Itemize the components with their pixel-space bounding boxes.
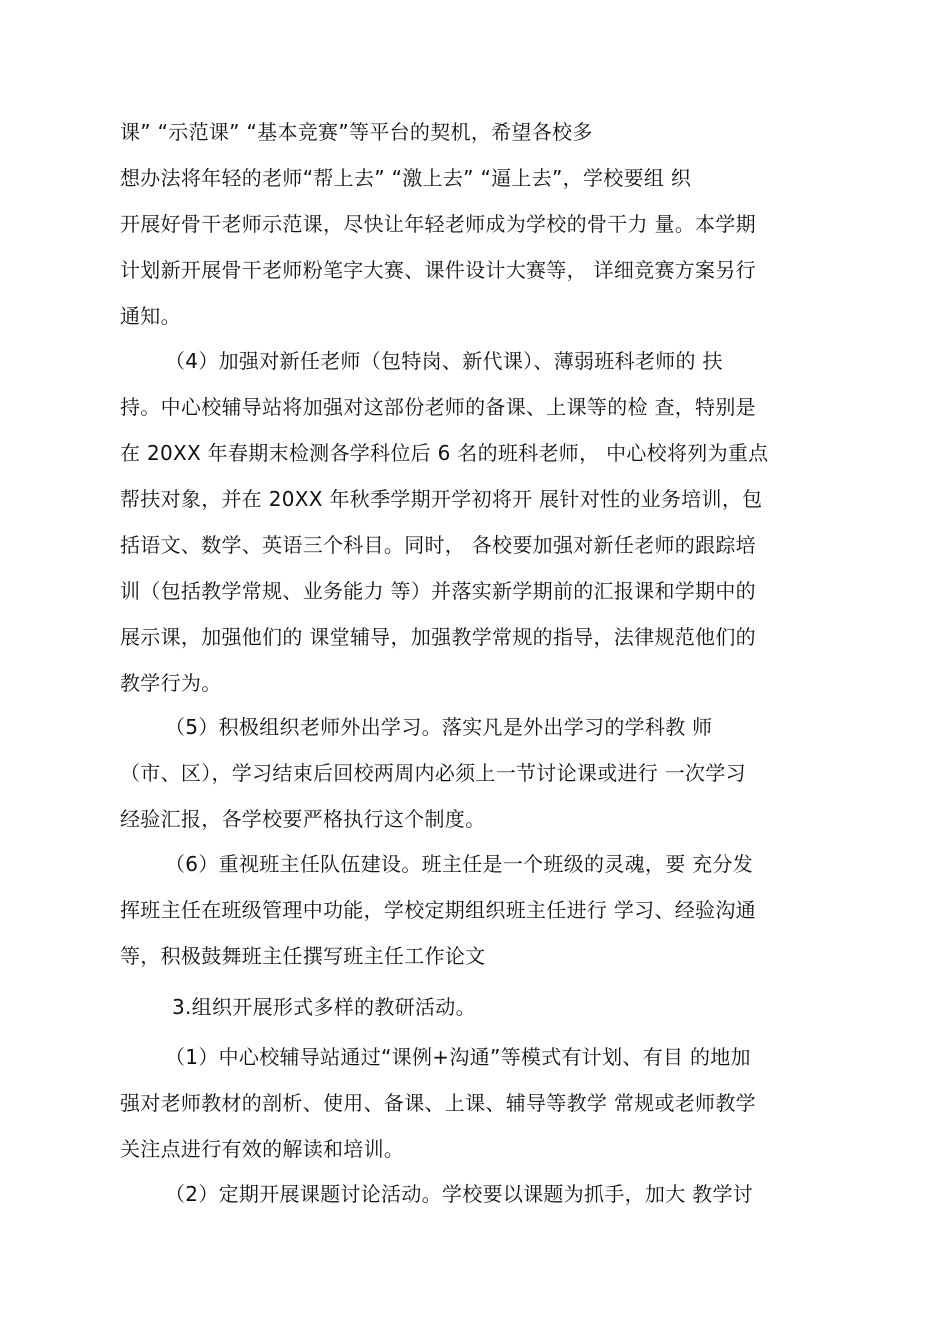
text-line: 课” “示范课” “基本竞赛”等平台的契机，希望各校多 <box>120 120 593 144</box>
section-heading: 3.组织开展形式多样的教研活动。 <box>172 995 476 1019</box>
text-line: 强对老师教材的剖析、使用、备课、上课、辅导等教学 常规或老师教学 <box>120 1091 756 1115</box>
text-line: 计划新开展骨干老师粉笔字大赛、课件设计大赛等， 详细竞赛方案另行 <box>120 258 756 282</box>
text-line: 经验汇报，各学校要严格执行这个制度。 <box>120 807 486 831</box>
text-line: 在 20XX 年春期末检测各学科位后 6 名的班科老师， 中心校将列为重点 <box>120 441 769 465</box>
text-line: 关注点进行有效的解读和培训。 <box>120 1137 405 1161</box>
text-line: 展示课，加强他们的 课堂辅导，加强教学常规的指导，法律规范他们的 <box>120 625 756 649</box>
text-line: 挥班主任在班级管理中功能，学校定期组织班主任进行 学习、经验沟通 <box>120 898 756 922</box>
paragraph-5-start: （5）积极组织老师外出学习。落实凡是外出学习的学科教 师 <box>165 715 713 739</box>
text-line: 持。中心校辅导站将加强对这部份老师的备课、上课等的检 查，特别是 <box>120 395 756 419</box>
paragraph-1-start: （1）中心校辅导站通过“课例+沟通”等模式有计划、有目 的地加 <box>165 1045 751 1069</box>
text-line: 帮扶对象，并在 20XX 年秋季学期开学初将开 展针对性的业务培训，包 <box>120 487 763 511</box>
paragraph-2-start: （2）定期开展课题讨论活动。学校要以课题为抓手，加大 教学讨 <box>165 1182 754 1206</box>
paragraph-6-start: （6）重视班主任队伍建设。班主任是一个班级的灵魂，要 充分发 <box>165 852 754 876</box>
text-line: 教学行为。 <box>120 671 222 695</box>
text-line: 开展好骨干老师示范课，尽快让年轻老师成为学校的骨干力 量。本学期 <box>120 212 756 236</box>
paragraph-4-start: （4）加强对新任老师（包特岗、新代课）、薄弱班科老师的 扶 <box>165 349 723 373</box>
text-line: 训（包括教学常规、业务能力 等）并落实新学期前的汇报课和学期中的 <box>120 579 756 603</box>
text-line: （市、区），学习结束后回校两周内必须上一节讨论课或进行 一次学习 <box>120 761 746 785</box>
text-line: 等，积极鼓舞班主任撰写班主任工作论文 <box>120 944 486 968</box>
text-line: 通知。 <box>120 304 181 328</box>
text-line: 括语文、数学、英语三个科目。同时， 各校要加强对新任老师的跟踪培 <box>120 533 756 557</box>
text-line: 想办法将年轻的老师“帮上去” “激上去” “逼上去”，学校要组 织 <box>120 166 692 190</box>
